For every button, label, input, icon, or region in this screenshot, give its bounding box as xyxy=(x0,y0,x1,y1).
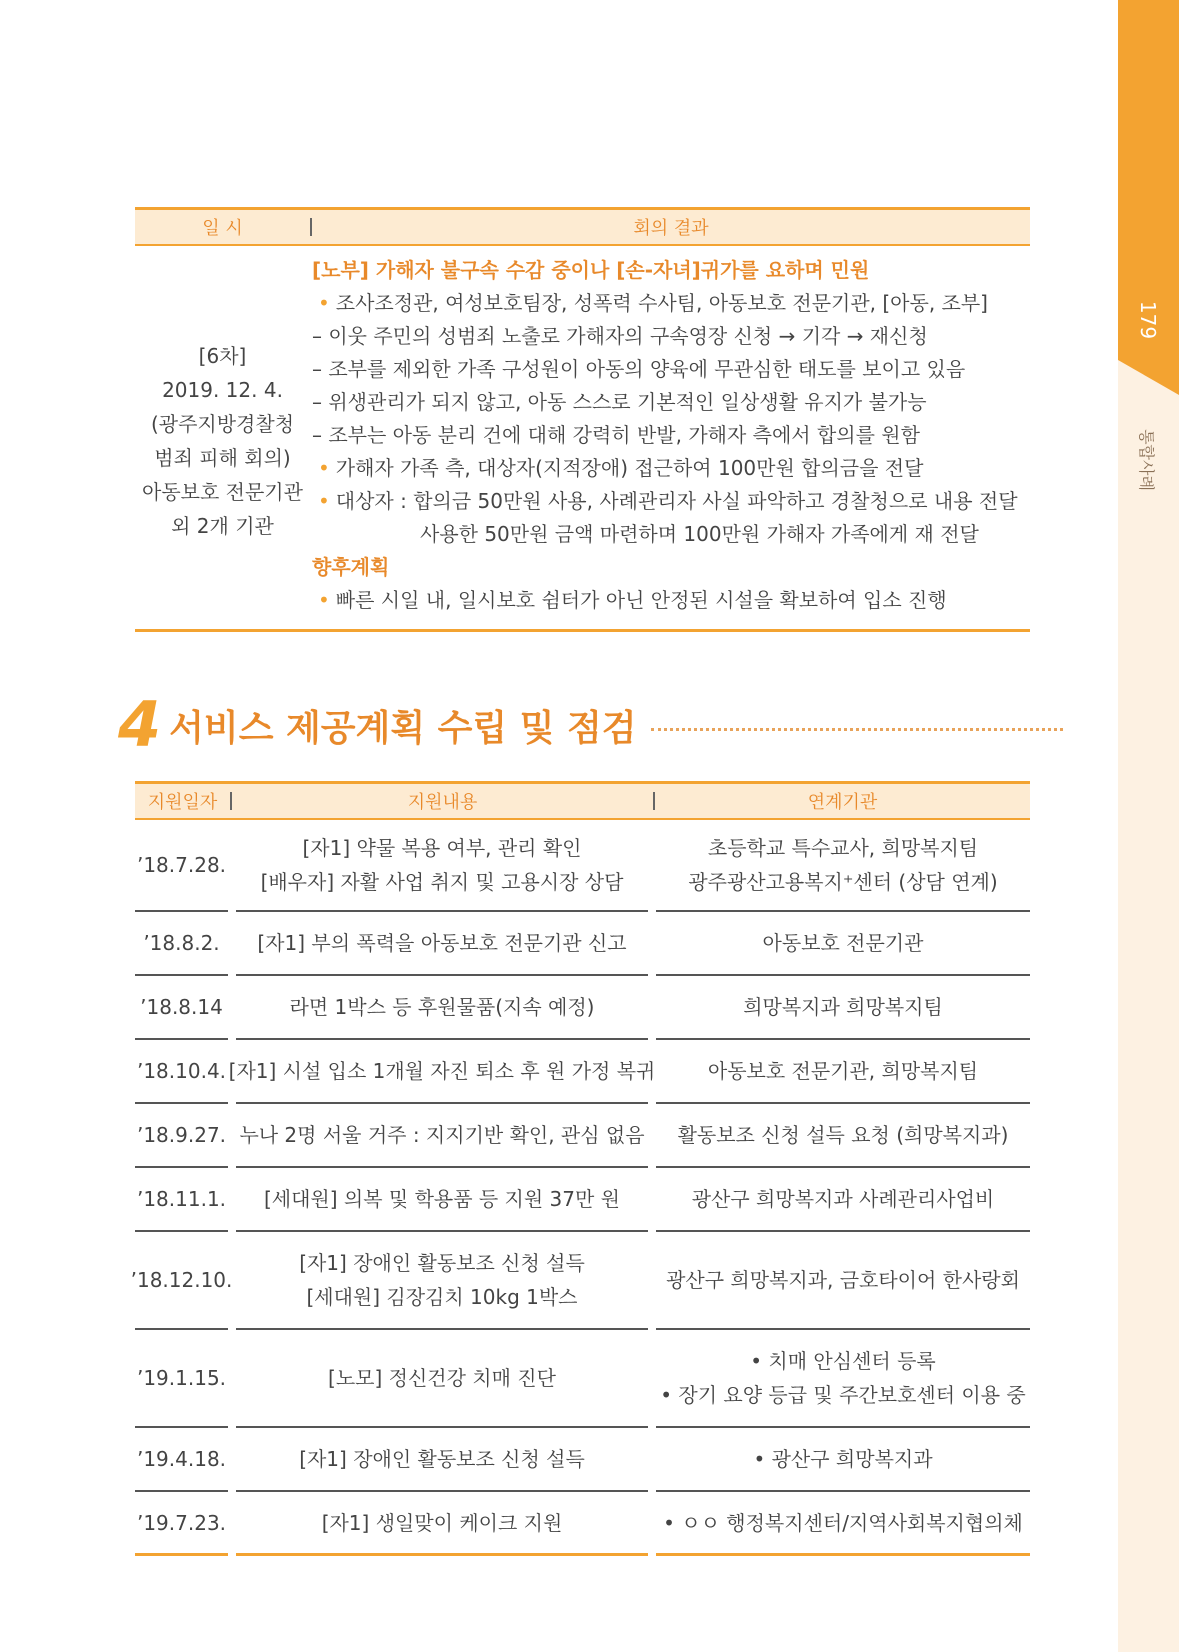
result-line: – 위생관리가 되지 않고, 아동 스스로 기본적인 일상생활 유지가 불가능 xyxy=(312,390,927,414)
table-row xyxy=(135,1330,1030,1428)
content-line: [배우자] 자활 사업 취지 및 고용시장 상담 xyxy=(260,870,624,894)
meeting-info-line: 범죄 피해 회의) xyxy=(154,445,291,470)
row-org: 아동보호 전문기관, 희망복지팀 xyxy=(656,1040,1030,1104)
row-org: • 광산구 희망복지과 xyxy=(656,1428,1030,1492)
row-content xyxy=(236,820,648,912)
row-date: ’18.7.28. xyxy=(135,820,228,912)
section-number: 4 xyxy=(118,688,162,761)
row-content: 누나 2명 서울 거주 : 지지기반 확인, 관심 없음 xyxy=(236,1104,648,1168)
service-table-header xyxy=(135,781,1030,820)
row-org: 광산구 희망복지과, 금호타이어 한사랑회 xyxy=(656,1232,1030,1330)
result-line: – 조부를 제외한 가족 구성원이 아동의 양육에 무관심한 태도를 보이고 있음 xyxy=(312,357,966,381)
row-org: • ㅇㅇ 행정복지센터/지역사회복지협의체 xyxy=(656,1492,1030,1556)
row-content: 라면 1박스 등 후원물품(지속 예정) xyxy=(236,976,648,1040)
table-row xyxy=(130,1232,1030,1330)
row-date: ’18.11.1. xyxy=(135,1168,228,1232)
table-row xyxy=(135,976,1030,1040)
row-date: ’18.10.4. xyxy=(135,1040,228,1104)
section-title: 서비스 제공계획 수립 및 점검 xyxy=(169,707,637,749)
result-line: – 조부는 아동 분리 건에 대해 강력히 반발, 가해자 측에서 합의를 원함 xyxy=(312,423,920,447)
chapter-label: 통합사례 xyxy=(1137,429,1157,491)
row-org: 광산구 희망복지과 사례관리사업비 xyxy=(656,1168,1030,1232)
plan-heading: 향후계획 xyxy=(312,555,390,579)
section-dotted-rule xyxy=(651,728,1063,731)
row-org: 희망복지과 희망복지팀 xyxy=(656,976,1030,1040)
result-line: 사용한 50만원 금액 마련하며 100만원 가해자 가족에게 재 전달 xyxy=(420,522,979,546)
row-content: [노모] 정신건강 치매 진단 xyxy=(236,1330,648,1428)
row-date: ’18.8.14 xyxy=(135,976,228,1040)
row-org xyxy=(656,1330,1030,1428)
header-content: 지원내용 xyxy=(407,792,478,813)
org-line: 초등학교 특수교사, 희망복지팀 xyxy=(707,836,979,860)
table-row xyxy=(135,820,1030,912)
row-content: [자1] 시설 입소 1개월 자진 퇴소 후 원 가정 복귀 xyxy=(236,1040,648,1104)
meeting-result-table xyxy=(135,207,1030,632)
row-date: ’18.9.27. xyxy=(135,1104,228,1168)
row-content: [자1] 생일맞이 케이크 지원 xyxy=(236,1492,648,1556)
org-line: • 치매 안심센터 등록 xyxy=(750,1349,936,1373)
header-org: 연계기관 xyxy=(807,792,878,813)
result-line: • 가해자 가족 측, 대상자(지적장애) 접근하여 100만원 합의금을 전달 xyxy=(312,452,1030,485)
content-line: [세대원] 김장김치 10kg 1박스 xyxy=(306,1285,578,1309)
result-line: – 이웃 주민의 성범죄 노출로 가해자의 구속영장 신청 → 기각 → 재신청 xyxy=(312,324,928,348)
row-date: ’19.7.23. xyxy=(135,1492,228,1556)
meeting-info-line: 아동보호 전문기관 xyxy=(142,479,303,504)
plan-line: • 빠른 시일 내, 일시보호 쉼터가 아닌 안정된 시설을 확보하여 입소 진행 xyxy=(312,584,1030,617)
table-row xyxy=(135,1104,1030,1168)
org-line: 광주광산고용복지⁺센터 (상담 연계) xyxy=(688,870,998,894)
table-row xyxy=(135,912,1030,976)
row-org xyxy=(656,820,1030,912)
meeting-info-line: [6차] xyxy=(198,343,247,368)
table-row xyxy=(135,1492,1030,1556)
result-line: • 대상자 : 합의금 50만원 사용, 사례관리자 사실 파악하고 경찰청으로 내용 전달 xyxy=(312,485,1030,518)
row-date: ’18.8.2. xyxy=(135,912,228,976)
row-org: 아동보호 전문기관 xyxy=(656,912,1030,976)
header-result: 회의 결과 xyxy=(633,218,709,239)
meeting-info-line: 외 2개 기관 xyxy=(171,513,274,538)
content-line: [자1] 약물 복용 여부, 관리 확인 xyxy=(302,836,582,860)
result-line: • 조사조정관, 여성보호팀장, 성폭력 수사팀, 아동보호 전문기관, [아동, 조부] xyxy=(312,287,1030,320)
content-line: [자1] 장애인 활동보조 신청 설득 xyxy=(299,1251,585,1275)
org-line: • 장기 요양 등급 및 주간보호센터 이용 중 xyxy=(660,1383,1026,1407)
row-content xyxy=(236,1232,648,1330)
meeting-info xyxy=(135,254,310,617)
meeting-table-header xyxy=(135,207,1030,246)
row-content: [세대원] 의복 및 학용품 등 지원 37만 원 xyxy=(236,1168,648,1232)
meeting-info-line: 2019. 12. 4. xyxy=(162,377,283,402)
row-date: ’19.4.18. xyxy=(135,1428,228,1492)
meeting-table-body xyxy=(135,246,1030,632)
header-datetime: 일 시 xyxy=(202,218,243,239)
table-row xyxy=(135,1168,1030,1232)
row-org: 활동보조 신청 설득 요청 (희망복지과) xyxy=(656,1104,1030,1168)
result-heading: [노부] 가해자 불구속 수감 중이나 [손-자녀]귀가를 요하며 민원 xyxy=(312,258,870,282)
page-number: 179 xyxy=(1136,300,1160,340)
row-content: [자1] 부의 폭력을 아동보호 전문기관 신고 xyxy=(236,912,648,976)
table-row xyxy=(135,1428,1030,1492)
section-heading xyxy=(118,690,1063,760)
table-row xyxy=(135,1040,1030,1104)
meeting-details xyxy=(310,254,1030,617)
service-plan-table xyxy=(130,781,1030,1556)
row-date: ’19.1.15. xyxy=(135,1330,228,1428)
row-date: ’18.12.10. xyxy=(135,1232,228,1330)
row-content: [자1] 장애인 활동보조 신청 설득 xyxy=(236,1428,648,1492)
meeting-info-line: (광주지방경찰청 xyxy=(150,411,295,436)
header-date: 지원일자 xyxy=(147,792,218,813)
